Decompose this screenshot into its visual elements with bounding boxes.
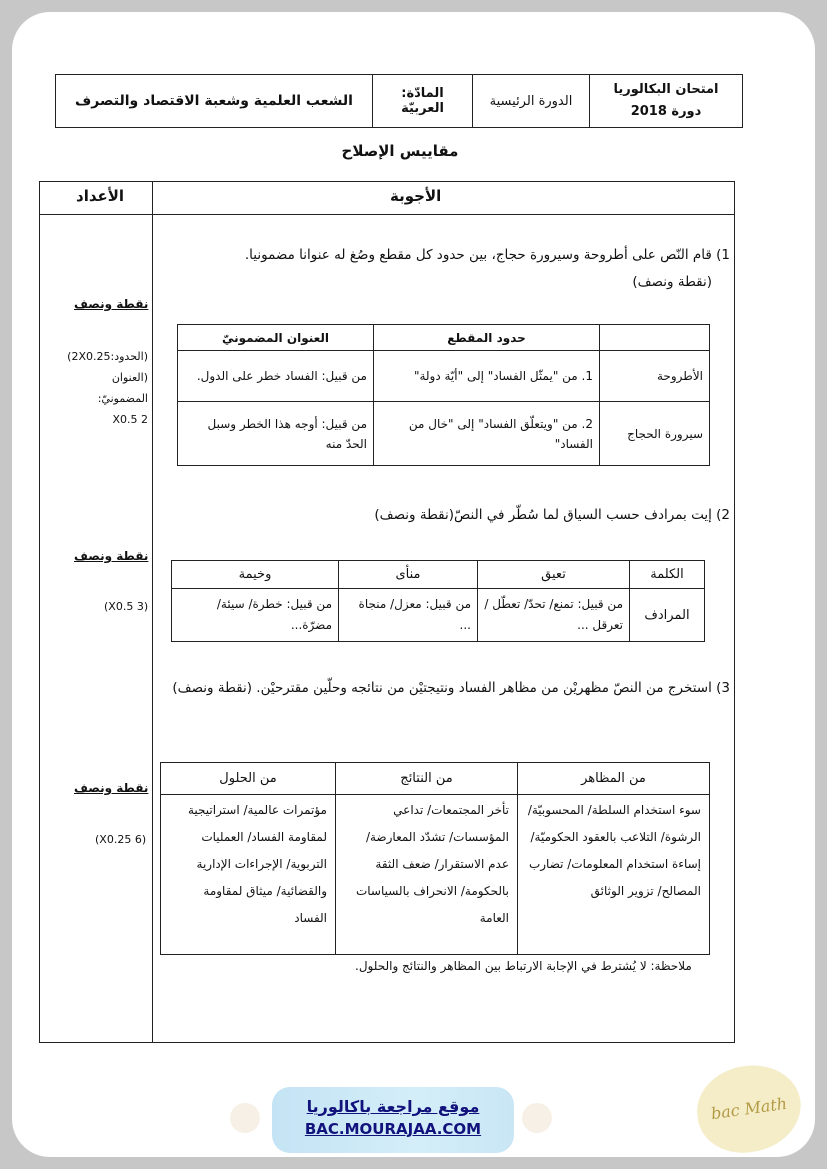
question-3: 3) استخرج من النصّ مظهريْن من مظاهر الفساد ونتيجتيْن من نتائجه وحلّين مقترحيْن. (نقطة ونصف) [172, 680, 730, 696]
bacmath-logo: bac Math [692, 1059, 807, 1159]
question-1-text: 1) قام النّص على أطروحة وسيرورة حجاج، بين حدود كل مقطع وصُغ له عنوانا مضمونيا. [244, 247, 730, 263]
page-title: مقاييس الإصلاح [341, 142, 459, 160]
q2-synonym-1: من قبيل: تمنع/ تحدّ/ تعطّل / تعرقل ... [478, 589, 630, 642]
q1-row1-title: من قبيل: الفساد خطر على الدول. [178, 351, 374, 402]
session-cell: الدورة الرئيسية [473, 75, 590, 128]
q1-header-empty [600, 325, 710, 351]
scores-heading: الأعداد [76, 187, 125, 205]
q2-score-detail: (3 X0.5) [104, 600, 149, 613]
site-url[interactable]: BAC.MOURAJAA.COM [304, 1120, 482, 1138]
q1-row2-limits: 2. من "ويتعلّق الفساد" إلى "خال من الفساد" [374, 402, 600, 466]
site-logo-right-icon [522, 1103, 552, 1133]
q1-score-detail [60, 346, 148, 430]
subject-cell: المادّة: العربيّة [373, 75, 473, 128]
header-divider [39, 214, 735, 215]
table-row [178, 351, 710, 402]
q2-word-3: وخيمة [172, 561, 339, 589]
q1-score: نقطة ونصف [74, 297, 149, 311]
exam-cell [590, 75, 743, 128]
site-name-arabic[interactable]: موقع مراجعة باكالوريا [306, 1097, 480, 1116]
q2-table [171, 560, 705, 642]
q1-row2-title: من قبيل: أوجه هذا الخطر وسبل الحدّ منه [178, 402, 374, 466]
exam-title: امتحان البكالوريا [613, 82, 719, 97]
q3-solutions: مؤتمرات عالمية/ استراتيجية لمقاومة الفساد/ العمليات التربوية/ الإجراءات الإدارية والقضائية/ ميثاق لمقاومة الفساد [161, 795, 336, 955]
answers-heading: الأجوبة [390, 187, 442, 205]
table-row [161, 795, 710, 955]
question-1-points: (نقطة ونصف) [632, 274, 712, 290]
q3-note: ملاحظة: لا يُشترط في الإجابة الارتباط بين المظاهر والنتائج والحلول. [355, 959, 692, 973]
q1-row2-label: سيرورة الحجاج [600, 402, 710, 466]
q3-results: تأخر المجتمعات/ تداعي المؤسسات/ تشدّد المعارضة/ عدم الاستقرار/ ضعف الثقة بالحكومة/ الانحراف بالسياسات العامة [336, 795, 518, 955]
q2-synonym-label: المرادف [630, 589, 705, 642]
q3-score: نقطة ونصف [74, 781, 149, 795]
question-1 [170, 242, 730, 296]
q1-header-limits: حدود المقطع [374, 325, 600, 351]
table-row [178, 402, 710, 466]
q2-word-label: الكلمة [630, 561, 705, 589]
q3-header-results: من النتائج [336, 763, 518, 795]
q1-detail-title-value: 2 X0.5 [112, 413, 148, 426]
q1-detail-limits: (الحدود:2X0.25) [67, 350, 148, 363]
q1-row1-label: الأطروحة [600, 351, 710, 402]
q3-header-aspects: من المظاهر [518, 763, 710, 795]
table-row [172, 589, 705, 642]
q3-table [160, 762, 710, 955]
header-table [55, 74, 743, 128]
q2-word-2: منأى [339, 561, 478, 589]
q3-aspects: سوء استخدام السلطة/ المحسوبيّة/ الرشوة/ التلاعب بالعقود الحكوميّة/ إساءة استخدام المعلومات/ تضارب المصالح/ تزوير الوثائق [518, 795, 710, 955]
q2-synonym-2: من قبيل: معزل/ منجاة ... [339, 589, 478, 642]
q2-score: نقطة ونصف [74, 549, 149, 563]
q2-synonym-3: من قبيل: خطرة/ سيئة/ مضرّة... [172, 589, 339, 642]
exam-year: دورة 2018 [630, 104, 702, 119]
q1-header-title: العنوان المضمونيّ [178, 325, 374, 351]
q1-detail-title: (العنوان المضمونيّ: [97, 371, 148, 405]
site-logo-left-icon [230, 1103, 260, 1133]
q3-header-solutions: من الحلول [161, 763, 336, 795]
q1-row1-limits: 1. من "يمثّل الفساد" إلى "أيّة دولة" [374, 351, 600, 402]
branches-cell: الشعب العلمية وشعبة الاقتصاد والتصرف [56, 75, 373, 128]
site-banner[interactable] [272, 1087, 514, 1153]
q1-table [177, 324, 710, 466]
question-2: 2) إيت بمرادف حسب السياق لما سُطّر في النصّ(نقطة ونصف) [374, 507, 730, 523]
q2-word-1: تعيق [478, 561, 630, 589]
q3-score-detail: (6 X0.25) [95, 833, 147, 846]
